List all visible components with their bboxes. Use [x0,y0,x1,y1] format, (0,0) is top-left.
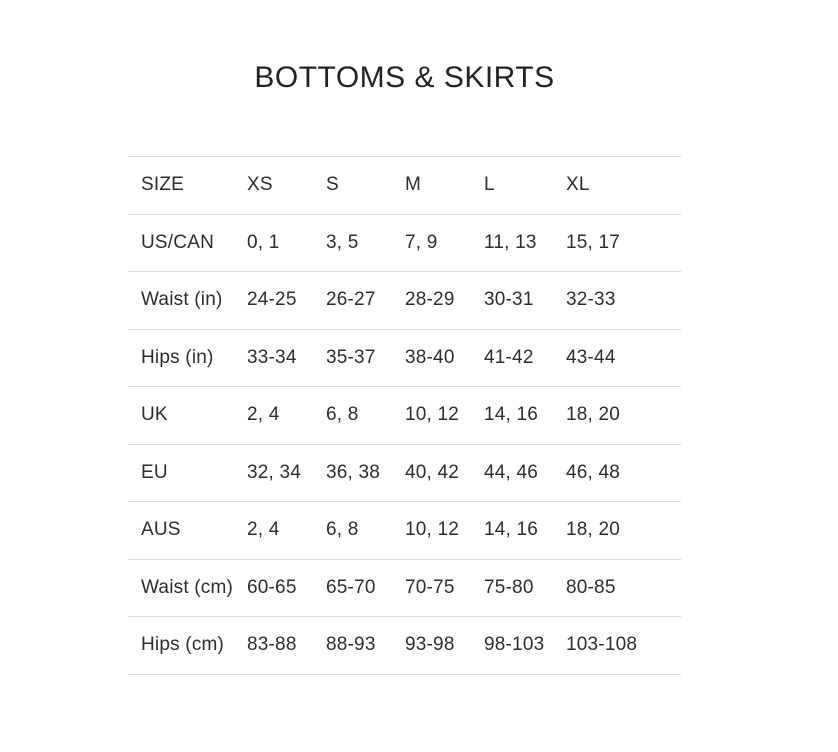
column-header-l: L [484,174,495,196]
table-cell: 14, 16 [484,404,539,426]
table-row-waist-cm [128,559,681,617]
table-cell: 7, 9 [405,231,438,253]
row-label: US/CAN [141,231,214,253]
table-cell: 14, 16 [484,519,539,541]
table-cell: 44, 46 [484,461,539,483]
table-cell: 83-88 [247,634,297,656]
row-label: AUS [141,519,181,541]
table-cell: 6, 8 [326,404,359,426]
table-cell: 38-40 [405,346,455,368]
table-row-waist-in [128,272,681,330]
column-header-xl: XL [566,174,590,196]
table-cell: 80-85 [566,576,616,598]
table-cell: 18, 20 [566,519,621,541]
table-cell: 43-44 [566,346,616,368]
table-cell: 60-65 [247,576,297,598]
table-row-eu [128,444,681,502]
table-row-us-can [128,214,681,272]
table-cell: 15, 17 [566,231,621,253]
row-label: Waist (in) [141,289,223,311]
column-header-m: M [405,174,422,196]
table-cell: 35-37 [326,346,376,368]
table-cell: 88-93 [326,634,376,656]
table-cell: 98-103 [484,634,545,656]
table-cell: 36, 38 [326,461,381,483]
table-row-hips-cm [128,617,681,675]
table-cell: 32-33 [566,289,616,311]
row-label: EU [141,461,168,483]
column-header-xs: XS [247,174,273,196]
table-cell: 3, 5 [326,231,359,253]
table-cell: 26-27 [326,289,376,311]
table-cell: 103-108 [566,634,638,656]
table-cell: 28-29 [405,289,455,311]
row-label: Hips (cm) [141,634,225,656]
row-label: UK [141,404,168,426]
table-cell: 30-31 [484,289,534,311]
table-cell: 70-75 [405,576,455,598]
page-title: BOTTOMS & SKIRTS [254,61,555,94]
row-label: Waist (cm) [141,576,234,598]
table-row-uk [128,387,681,445]
table-cell: 0, 1 [247,231,280,253]
table-cell: 41-42 [484,346,534,368]
header-row [128,157,681,215]
table-cell: 46, 48 [566,461,621,483]
table-cell: 10, 12 [405,519,460,541]
table-cell: 24-25 [247,289,297,311]
table-cell: 33-34 [247,346,297,368]
table-cell: 93-98 [405,634,455,656]
table-row-aus [128,502,681,560]
table-cell: 10, 12 [405,404,460,426]
table-cell: 32, 34 [247,461,302,483]
table-cell: 65-70 [326,576,376,598]
column-header-size: SIZE [141,174,185,196]
table-cell: 11, 13 [484,231,537,253]
table-row-hips-in [128,329,681,387]
table-cell: 2, 4 [247,404,280,426]
column-header-s: S [326,174,339,196]
table-cell: 75-80 [484,576,534,598]
table-cell: 6, 8 [326,519,359,541]
table-cell: 40, 42 [405,461,460,483]
table-cell: 2, 4 [247,519,280,541]
size-chart-table [128,156,681,675]
row-label: Hips (in) [141,346,214,368]
table-cell: 18, 20 [566,404,621,426]
